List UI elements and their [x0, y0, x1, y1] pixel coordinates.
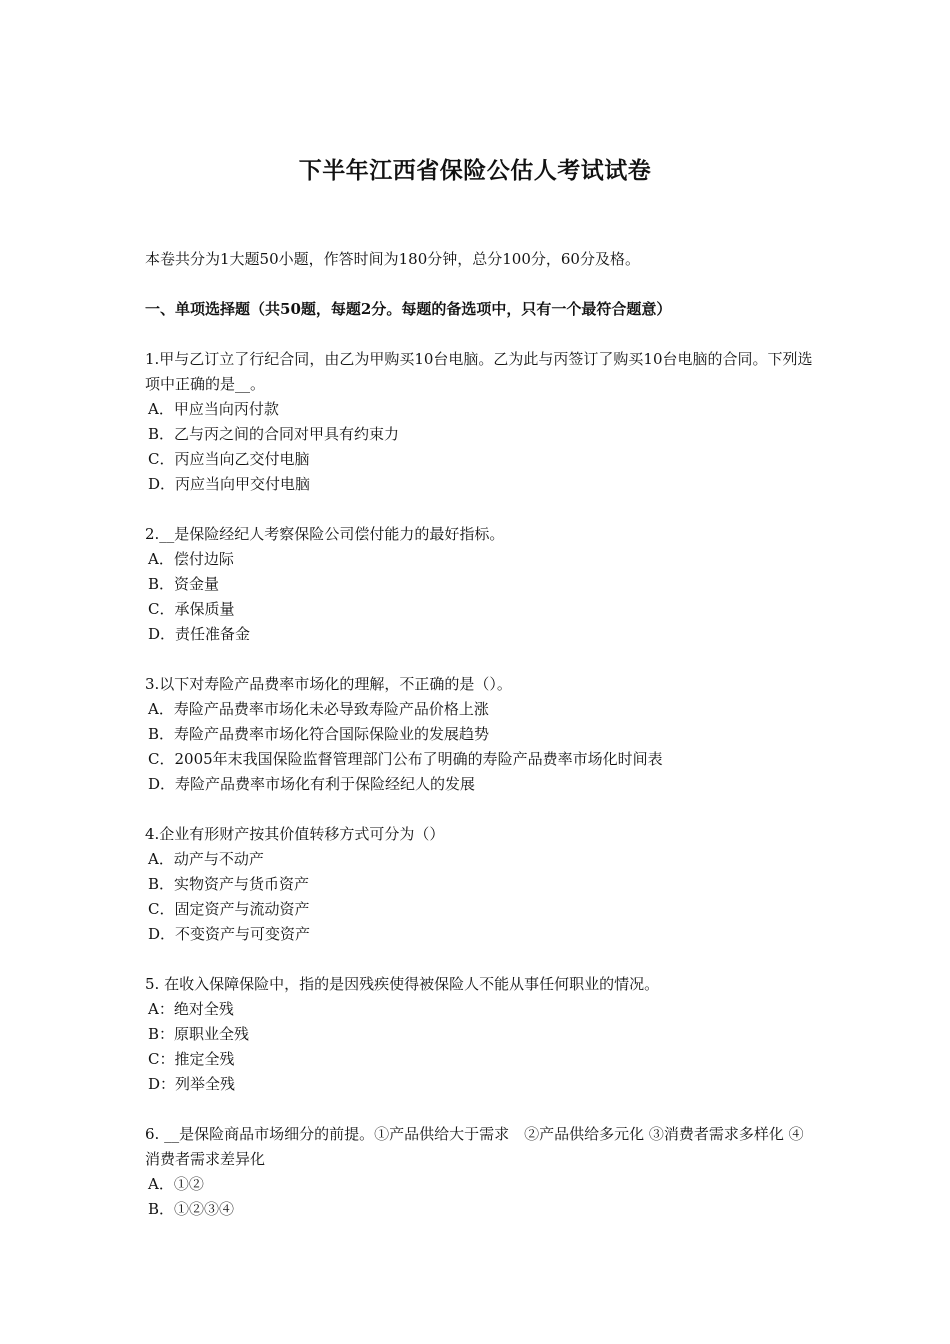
option-d: D．丙应当向甲交付电脑 — [148, 475, 311, 493]
question-text: 4.企业有形财产按其价值转移方式可分为（） — [145, 825, 445, 843]
option-c: C：推定全残 — [148, 1050, 235, 1068]
section-heading: 一、单项选择题（共50题，每题2分。每题的备选项中，只有一个最符合题意） — [145, 300, 672, 318]
option-a: A．偿付边际 — [148, 550, 234, 568]
option-d: D：列举全残 — [148, 1075, 236, 1093]
option-d: D．寿险产品费率市场化有利于保险经纪人的发展 — [148, 775, 476, 793]
question-2 — [145, 522, 815, 647]
option-d: D．不变资产与可变资产 — [148, 925, 311, 943]
exam-intro: 本卷共分为1大题50小题，作答时间为180分钟，总分100分，60分及格。 — [145, 250, 640, 268]
option-c: C．承保质量 — [148, 600, 235, 618]
option-c: C．2005年末我国保险监督管理部门公布了明确的寿险产品费率市场化时间表 — [148, 750, 663, 768]
option-a: A：绝对全残 — [148, 1000, 234, 1018]
question-6 — [145, 1122, 815, 1222]
option-b: B．寿险产品费率市场化符合国际保险业的发展趋势 — [148, 725, 490, 743]
option-c: C．丙应当向乙交付电脑 — [148, 450, 310, 468]
option-c: C．固定资产与流动资产 — [148, 900, 310, 918]
option-b: B．乙与丙之间的合同对甲具有约束力 — [148, 425, 400, 443]
document-title: 下半年江西省保险公估人考试试卷 — [298, 157, 652, 184]
question-text: 3.以下对寿险产品费率市场化的理解，不正确的是（）。 — [145, 675, 512, 693]
option-b: B：原职业全残 — [148, 1025, 250, 1043]
question-4 — [145, 822, 815, 947]
option-a: A．甲应当向丙付款 — [148, 400, 279, 418]
question-3 — [145, 672, 815, 797]
option-b: B．①②③④ — [148, 1200, 235, 1218]
option-a: A．寿险产品费率市场化未必导致寿险产品价格上涨 — [148, 700, 489, 718]
question-5 — [145, 972, 815, 1097]
option-d: D．责任准备金 — [148, 625, 251, 643]
question-1 — [145, 347, 815, 497]
option-b: B．资金量 — [148, 575, 220, 593]
question-text: 5. 在收入保障保险中，指的是因残疾使得被保险人不能从事任何职业的情况。 — [145, 975, 660, 993]
option-b: B．实物资产与货币资产 — [148, 875, 310, 893]
option-a: A．①② — [148, 1175, 204, 1193]
question-text: 1.甲与乙订立了行纪合同，由乙为甲购买10台电脑。乙为此与丙签订了购买10台电脑的合同。下列选项中正确的是__。 — [145, 350, 813, 393]
option-a: A．动产与不动产 — [148, 850, 264, 868]
question-text: 2.__是保险经纪人考察保险公司偿付能力的最好指标。 — [145, 525, 505, 543]
question-text: 6. __是保险商品市场细分的前提。①产品供给大于需求 ②产品供给多元化 ③消费者需求多样化 ④消费者需求差异化 — [145, 1125, 804, 1168]
document-body — [145, 247, 815, 1222]
